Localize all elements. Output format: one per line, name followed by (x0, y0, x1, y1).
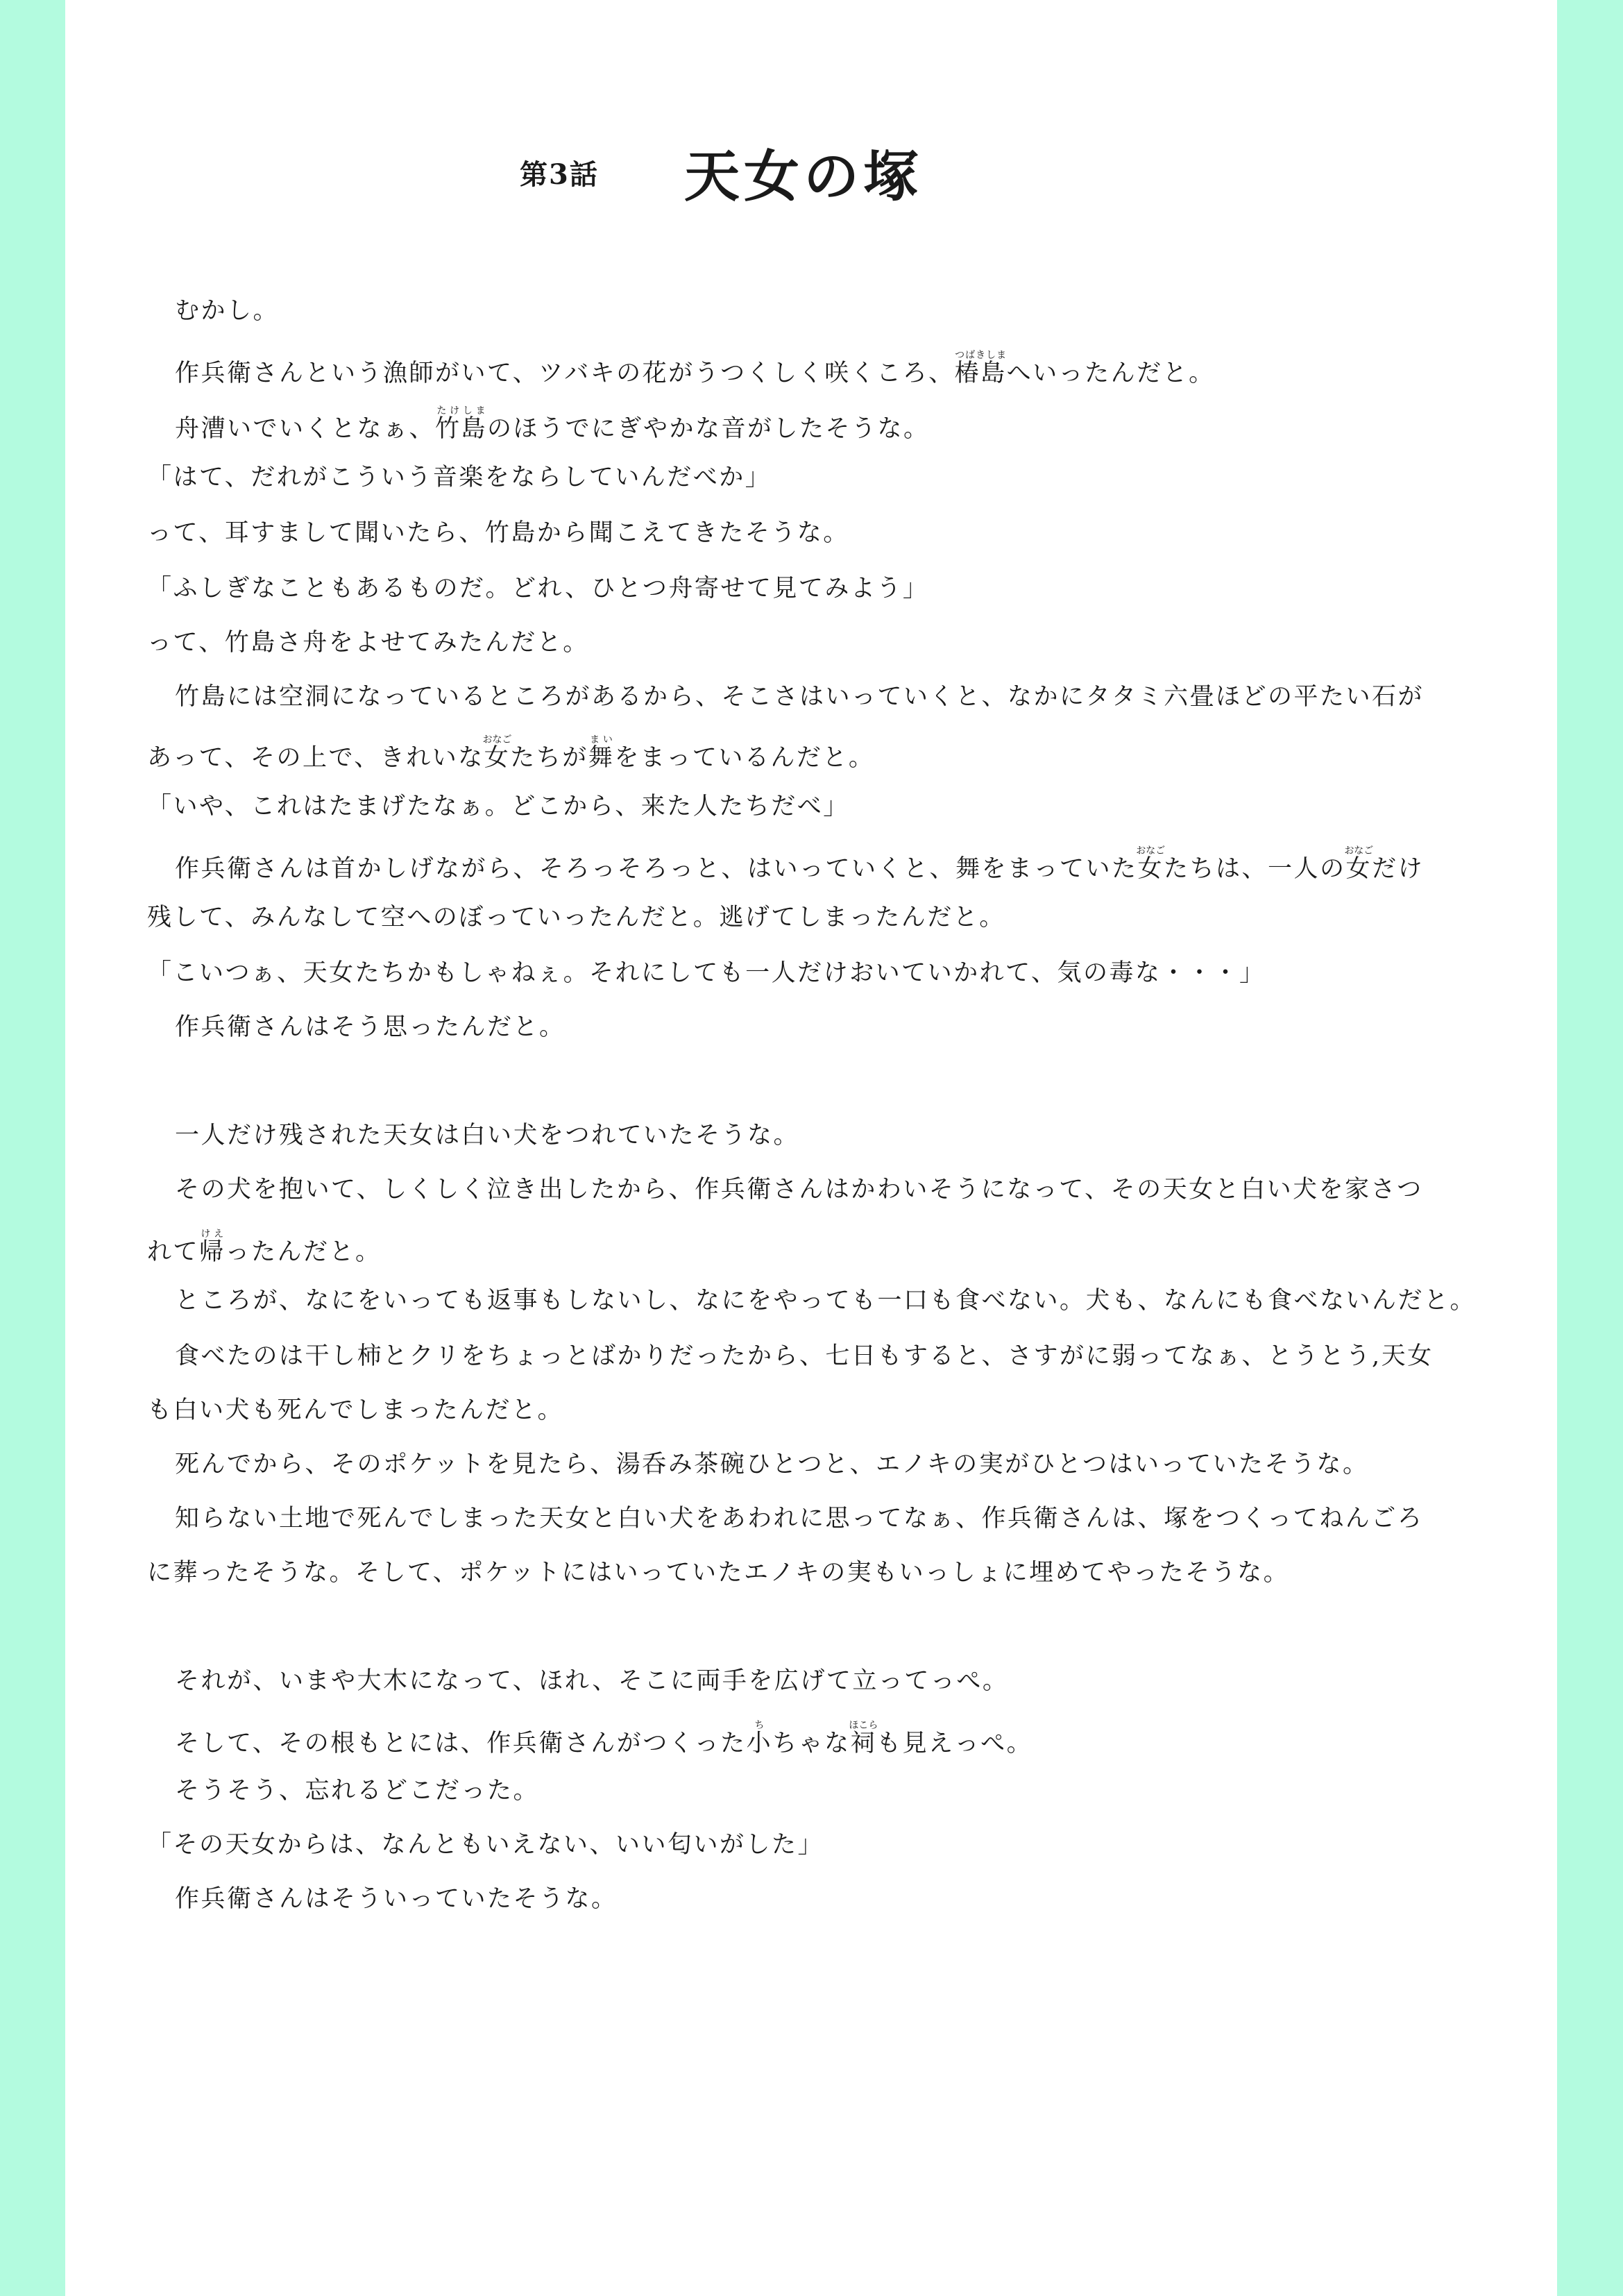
ruby-word: 祠ほこら (849, 1720, 878, 1757)
ruby-word: 帰けえ (199, 1229, 226, 1266)
text-line: その犬を抱いて、しくしく泣き出したから、作兵衛さんはかわいそうになって、その天女と白い犬を家さつ (175, 1176, 1423, 1204)
text-line: ところが、なにをいっても返事もしないし、なにをやっても一口も食べない。犬も、なんにも食べないんだと。 (175, 1287, 1477, 1315)
ruby-word: 椿島つばきしま (954, 350, 1007, 387)
ruby-word: 女おなご (1344, 845, 1374, 883)
text-line: そうそう、忘れるどこだった。 (175, 1777, 540, 1805)
chapter-label: 第3話 (520, 158, 599, 191)
text-line: れて帰けえったんだと。 (147, 1229, 382, 1266)
text-line: 作兵衛さんはそういっていたそうな。 (175, 1885, 618, 1913)
ruby-word: 竹島たけしま (435, 405, 488, 443)
text-line: 作兵衛さんは首かしげながら、そろっそろっと、はいっていくと、舞をまっていた女おなごたちは、一人の女おなごだけ (175, 845, 1425, 883)
text-line: 作兵衛さんという漁師がいて、ツバキの花がうつくしく咲くころ、椿島つばきしまへいったんだと。 (175, 350, 1215, 387)
text-line: 舟漕いでいくとなぁ、竹島たけしまのほうでにぎやかな音がしたそうな。 (175, 405, 930, 443)
text-line: あって、その上で、きれいな女おなごたちが舞まいをまっているんだと。 (147, 734, 875, 772)
text-line: 食べたのは干し柿とクリをちょっとばかりだったから、七日もすると、さすがに弱ってなぁ、とうとう,天女 (175, 1342, 1434, 1370)
text-line: 一人だけ残された天女は白い犬をつれていたそうな。 (175, 1122, 800, 1149)
text-line: 「その天女からは、なんともいえない、いい匂いがした」 (147, 1831, 824, 1859)
ruby-word: 舞まい (588, 734, 615, 772)
text-line: に葬ったそうな。そして、ポケットにはいっていたエノキの実もいっしょに埋めてやったそうな。 (147, 1559, 1290, 1587)
text-line: むかし。 (175, 297, 280, 325)
ruby-word: 女おなご (1136, 845, 1166, 883)
page (65, 0, 1557, 2296)
text-line: 作兵衛さんはそう思ったんだと。 (175, 1013, 566, 1041)
text-line: 「いや、これはたまげたなぁ。どこから、来た人たちだべ」 (147, 793, 849, 820)
chapter-heading (65, 132, 1557, 215)
text-line: 知らない土地で死んでしまった天女と白い犬をあわれに思ってなぁ、作兵衛さんは、塚をつくってねんごろ (175, 1505, 1424, 1533)
text-line: 死んでから、そのポケットを見たら、湯呑み茶碗ひとつと、エノキの実がひとつはいっていたそうな。 (175, 1451, 1369, 1478)
text-line: って、竹島さ舟をよせてみたんだと。 (147, 629, 589, 657)
text-line: も白い犬も死んでしまったんだと。 (147, 1396, 564, 1424)
text-line: 「こいつぁ、天女たちかもしゃねぇ。それにしても一人だけおいていかれて、気の毒な・・・」 (147, 959, 1266, 987)
text-line: 残して、みんなして空へのぼっていったんだと。逃げてしまったんだと。 (147, 904, 1005, 931)
text-line: 「ふしぎなこともあるものだ。どれ、ひとつ舟寄せて見てみよう」 (147, 575, 929, 602)
text-line: それが、いまや大木になって、ほれ、そこに両手を広げて立ってっぺ。 (175, 1667, 1009, 1695)
ruby-word: 小ち (746, 1720, 773, 1757)
text-line: 竹島には空洞になっているところがあるから、そこさはいっていくと、なかにタタミ六畳ほどの平たい石が (175, 683, 1425, 711)
chapter-title: 天女の塚 (684, 144, 923, 209)
text-line: 「はて、だれがこういう音楽をならしていんだべか」 (147, 464, 772, 491)
text-line: って、耳すまして聞いたら、竹島から聞こえてきたそうな。 (147, 519, 849, 547)
text-line: そして、その根もとには、作兵衛さんがつくった小ちちゃな祠ほこらも見えっぺ。 (175, 1720, 1033, 1757)
ruby-word: 女おなご (482, 734, 512, 772)
